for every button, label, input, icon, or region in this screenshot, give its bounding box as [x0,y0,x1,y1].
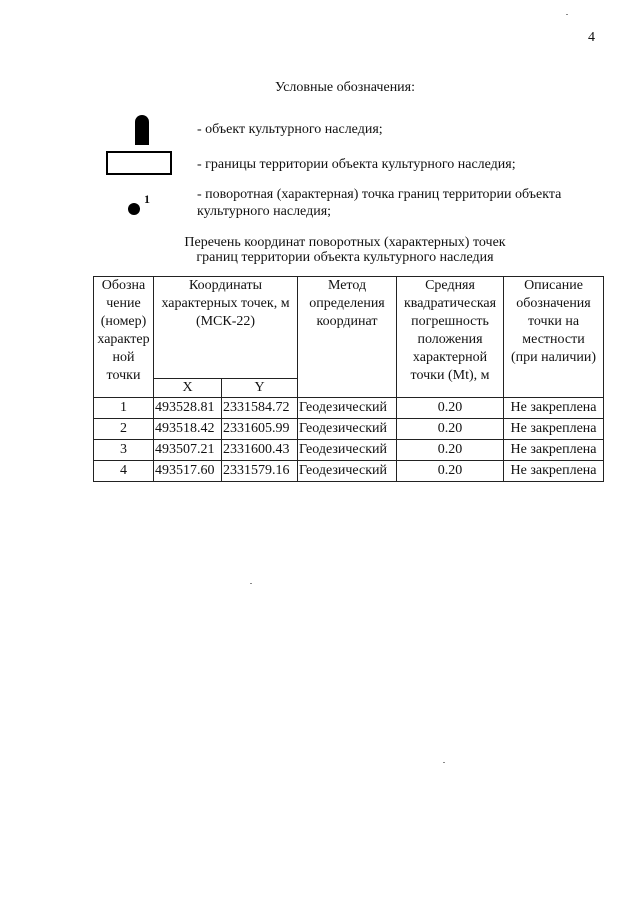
cell-x: 493507.21 [154,440,222,461]
cell-description: Не закреплена [504,440,604,461]
header-error [397,277,504,398]
cell-description: Не закреплена [504,461,604,482]
cell-method: Геодезический [298,440,397,461]
cell-description: Не закреплена [504,419,604,440]
legend-item-boundary: - границы территории объекта культурного наследия; [197,157,516,172]
table-header-row [94,277,604,379]
header-method-line: координат [316,314,378,329]
cell-number: 4 [94,461,154,482]
scan-speck [443,762,445,763]
cell-method: Геодезический [298,398,397,419]
list-title-line1: Перечень координат поворотных (характерных) точек [184,235,506,250]
cell-y: 2331584.72 [222,398,298,419]
header-description-line: (при наличии) [510,350,597,365]
turning-point-icon [128,203,140,215]
legend-item-turning-point [197,186,561,220]
header-description-line: точки на [527,314,580,329]
header-x: X [154,379,222,398]
turning-point-icon-label: 1 [144,192,150,206]
table-row [94,419,604,440]
header-coordinates [154,277,298,379]
cell-method: Геодезический [298,419,397,440]
cell-mt: 0.20 [397,440,504,461]
cell-number: 1 [94,398,154,419]
header-error-line: Средняя [425,278,475,293]
legend-item-monument: - объект культурного наследия; [197,122,383,137]
header-method-line: Метод [327,278,367,293]
header-designation-line: (номер) [100,314,147,329]
cell-description: Не закреплена [504,398,604,419]
cell-mt: 0.20 [397,461,504,482]
header-coordinates-line: характерных точек, м [161,296,290,311]
header-error-line: квадратическая [403,296,497,311]
header-designation [94,277,154,398]
scan-speck [566,14,568,15]
header-description-line: местности [522,332,585,347]
header-designation-line: ной [112,350,135,365]
list-title-line2: границ территории объекта культурного наследия [196,250,494,265]
header-error-line: погрешность [411,314,489,329]
cell-mt: 0.20 [397,398,504,419]
header-designation-line: чение [106,296,141,311]
header-description-line: Описание [524,278,583,293]
cell-y: 2331605.99 [222,419,298,440]
table-row [94,461,604,482]
header-designation-line: характер [97,332,150,347]
table-row [94,440,604,461]
header-description-line: обозначения [516,296,591,311]
header-method [298,277,397,398]
cell-mt: 0.20 [397,419,504,440]
header-designation-line: Обозна [101,278,146,293]
list-title [0,235,640,265]
cell-x: 493517.60 [154,461,222,482]
cell-x: 493518.42 [154,419,222,440]
boundary-rect-icon [106,151,172,175]
scan-speck [250,583,252,584]
legend-item-turning-point-line2: культурного наследия; [197,204,332,219]
cell-number: 2 [94,419,154,440]
header-error-line: точки (Mt), м [410,368,490,383]
monument-icon [135,115,149,145]
header-method-line: определения [309,296,385,311]
cell-method: Геодезический [298,461,397,482]
header-description [504,277,604,398]
cell-y: 2331600.43 [222,440,298,461]
header-coordinates-line: Координаты [189,278,262,293]
header-error-line: положения [417,332,483,347]
header-designation-line: точки [106,368,141,383]
header-y: Y [222,379,298,398]
table-row [94,398,604,419]
legend-title: Условные обозначения: [274,80,416,95]
header-error-line: характерной [412,350,488,365]
page-number: 4 [588,30,595,45]
cell-number: 3 [94,440,154,461]
legend-item-turning-point-line1: - поворотная (характерная) точка границ территории объекта [197,187,562,202]
cell-y: 2331579.16 [222,461,298,482]
coordinates-table [93,276,604,482]
header-coordinates-line: (МСК-22) [195,314,256,329]
cell-x: 493528.81 [154,398,222,419]
